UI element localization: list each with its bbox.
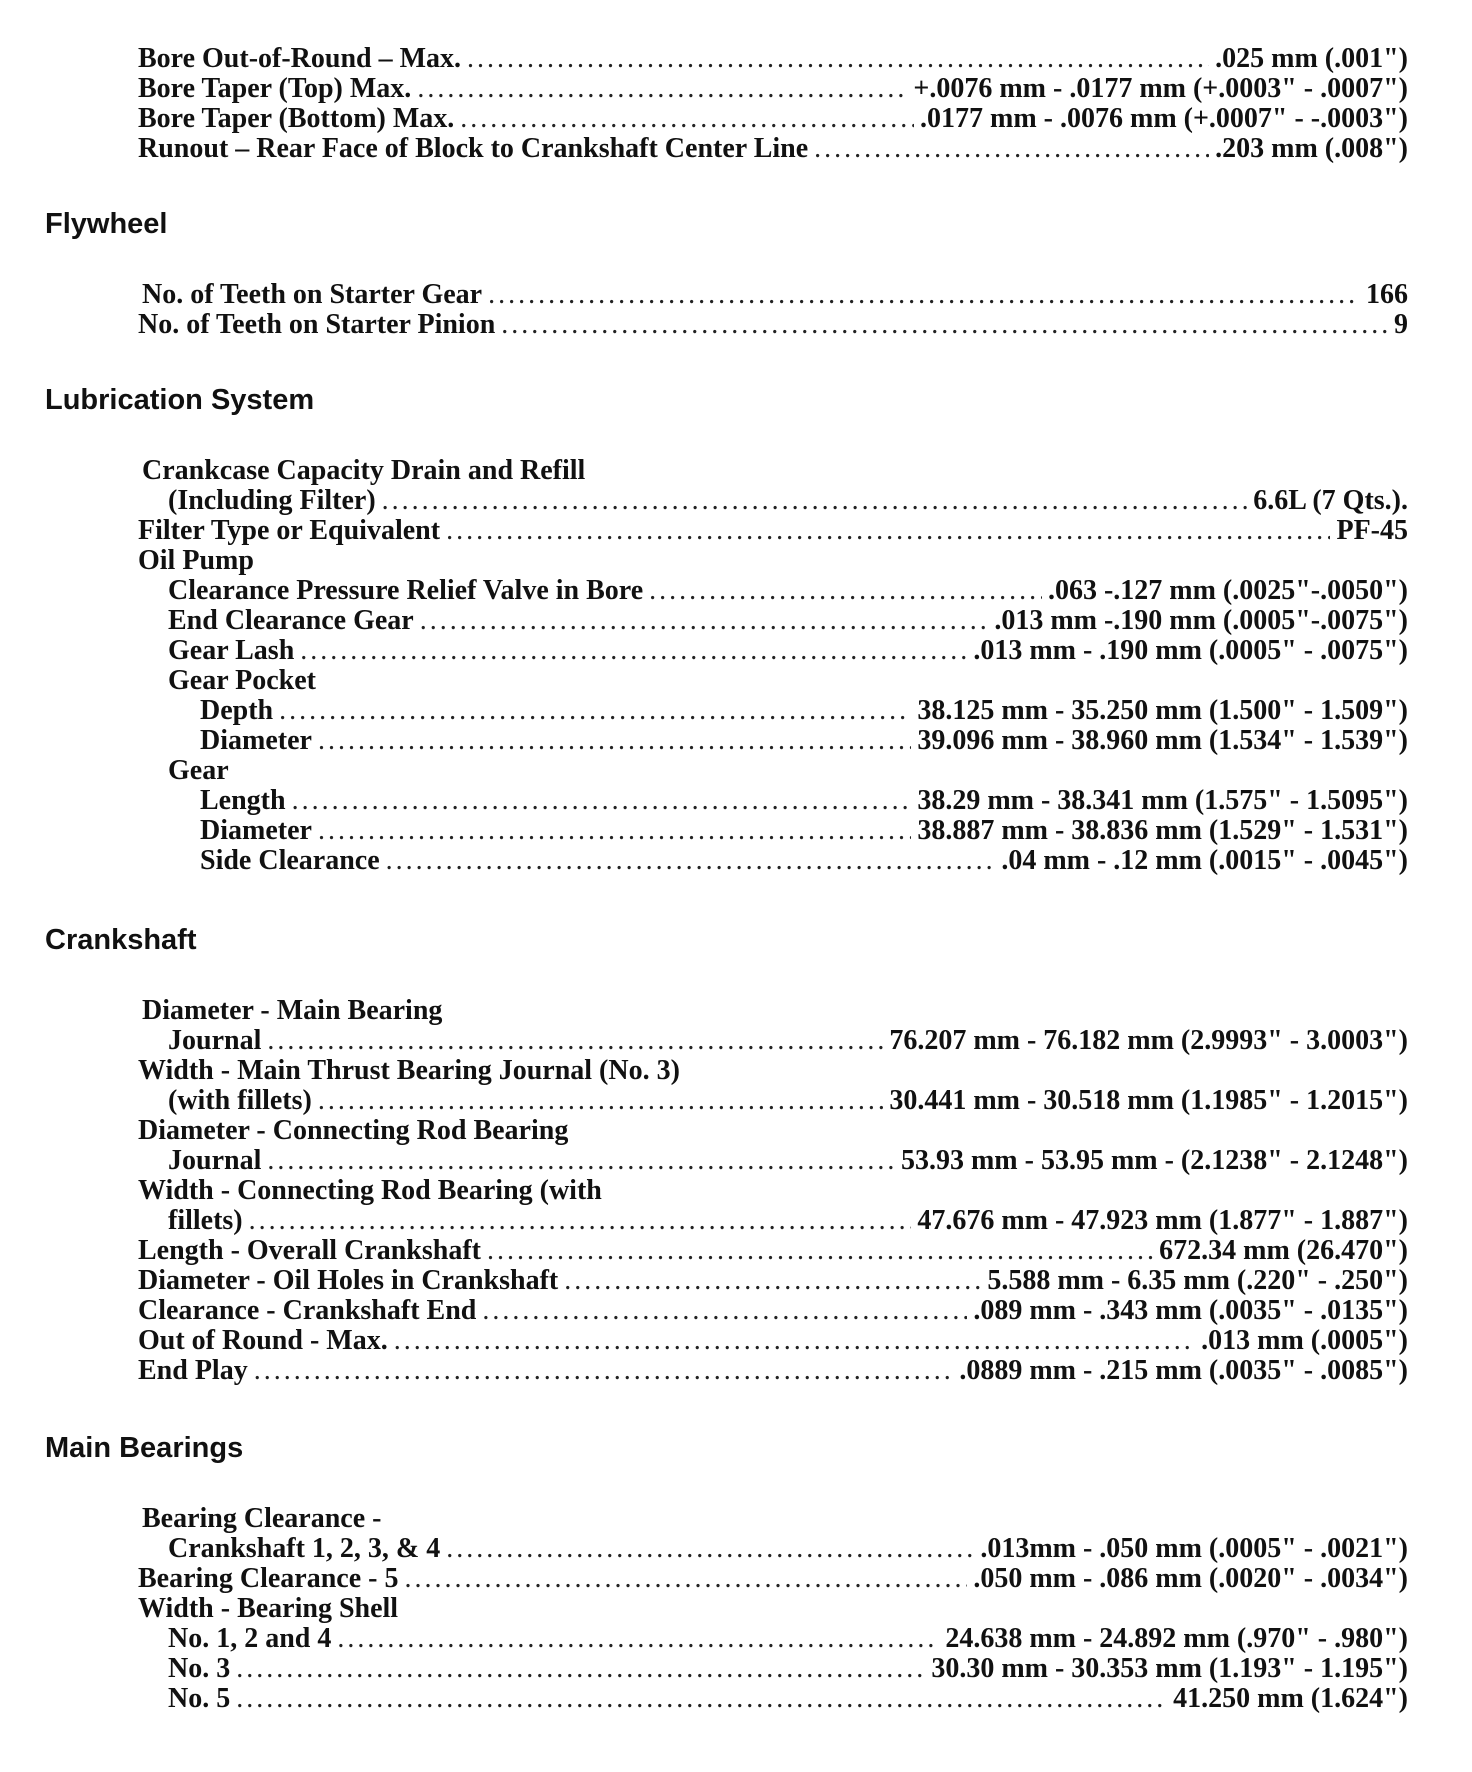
dot-leader <box>564 1266 981 1296</box>
spec-row: No. 1, 2 and 4 ..... 24.638 mm - 24.892 mm (.970" - .980") <box>138 1624 1408 1654</box>
dot-leader <box>405 1564 968 1594</box>
dot-leader <box>279 696 911 726</box>
section-title-flywheel: Flywheel <box>45 208 168 240</box>
dot-leader <box>446 516 1330 546</box>
spec-row: (with fillets) ..... 30.441 mm - 30.518 mm (1.1985" - 1.2015") <box>138 1086 1408 1116</box>
dot-leader <box>814 134 1209 164</box>
section-title-main-bearings: Main Bearings <box>45 1432 244 1464</box>
dot-leader <box>337 1624 939 1654</box>
spec-heading: Width - Bearing Shell <box>138 1593 399 1624</box>
dot-leader <box>254 1356 954 1386</box>
lubrication-specs <box>138 456 1408 876</box>
spec-row: Clearance Pressure Relief Valve in Bore ..... .063 -.127 mm (.0025"-.0050") <box>138 576 1408 606</box>
spec-row: Journal ..... 53.93 mm - 53.95 mm - (2.1238" - 2.1248") <box>138 1146 1408 1176</box>
spec-row: Bore Taper (Bottom) Max. ..... .0177 mm - .0076 mm (+.0007" - -.0003") <box>138 104 1408 134</box>
spec-row: Filter Type or Equivalent ..... PF-45 <box>138 516 1408 546</box>
dot-leader <box>501 310 1388 340</box>
spec-heading: Bearing Clearance - <box>142 1503 382 1534</box>
spec-row: End Play ..... .0889 mm - .215 mm (.0035" - .0085") <box>138 1356 1408 1386</box>
spec-heading: Width - Main Thrust Bearing Journal (No. 3) <box>138 1055 680 1086</box>
spec-row: Length ..... 38.29 mm - 38.341 mm (1.575" - 1.5095") <box>138 786 1408 816</box>
dot-leader <box>386 846 996 876</box>
flywheel-specs <box>138 280 1408 340</box>
spec-row: Gear Lash ..... .013 mm - .190 mm (.0005" - .0075") <box>138 636 1408 666</box>
cylinder-block-specs <box>138 44 1408 164</box>
spec-row: No. of Teeth on Starter Gear ..... 166 <box>138 280 1408 310</box>
dot-leader <box>467 44 1209 74</box>
spec-row: Crankshaft 1, 2, 3, & 4 ..... .013mm - .050 mm (.0005" - .0021") <box>138 1534 1408 1564</box>
spec-row: (Including Filter) ..... 6.6L (7 Qts.). <box>138 486 1408 516</box>
dot-leader <box>382 486 1248 516</box>
dot-leader <box>267 1146 895 1176</box>
spec-heading: Crankcase Capacity Drain and Refill <box>142 455 586 486</box>
spec-row: End Clearance Gear ..... .013 mm -.190 mm (.0005"-.0075") <box>138 606 1408 636</box>
dot-leader <box>649 576 1042 606</box>
dot-leader <box>318 816 911 846</box>
spec-row: Journal ..... 76.207 mm - 76.182 mm (2.9993" - 3.0003") <box>138 1026 1408 1056</box>
spec-heading: Diameter - Connecting Rod Bearing <box>138 1115 569 1146</box>
spec-row: Diameter ..... 39.096 mm - 38.960 mm (1.534" - 1.539") <box>138 726 1408 756</box>
dot-leader <box>236 1654 925 1684</box>
dot-leader <box>318 1086 883 1116</box>
dot-leader <box>460 104 914 134</box>
section-title-crankshaft: Crankshaft <box>45 924 197 956</box>
spec-row: Depth ..... 38.125 mm - 35.250 mm (1.500" - 1.509") <box>138 696 1408 726</box>
dot-leader <box>488 280 1360 310</box>
crankshaft-specs <box>138 996 1408 1386</box>
dot-leader <box>267 1026 883 1056</box>
dot-leader <box>487 1236 1153 1266</box>
spec-heading: Diameter - Main Bearing <box>142 995 443 1026</box>
spec-row: Side Clearance ..... .04 mm - .12 mm (.0015" - .0045") <box>138 846 1408 876</box>
spec-row: No. of Teeth on Starter Pinion ..... 9 <box>138 310 1408 340</box>
spec-row: fillets) ..... 47.676 mm - 47.923 mm (1.877" - 1.887") <box>138 1206 1408 1236</box>
dot-leader <box>318 726 911 756</box>
main-bearings-specs <box>138 1504 1408 1714</box>
spec-row: Bore Taper (Top) Max. ..... +.0076 mm - .0177 mm (+.0003" - .0007") <box>138 74 1408 104</box>
spec-heading: Width - Connecting Rod Bearing (with <box>138 1175 602 1206</box>
spec-row: Diameter ..... 38.887 mm - 38.836 mm (1.529" - 1.531") <box>138 816 1408 846</box>
dot-leader <box>394 1326 1195 1356</box>
dot-leader <box>446 1534 974 1564</box>
spec-row: Out of Round - Max. ..... .013 mm (.0005") <box>138 1326 1408 1356</box>
spec-row: Length - Overall Crankshaft ..... 672.34 mm (26.470") <box>138 1236 1408 1266</box>
spec-heading: Oil Pump <box>138 545 254 576</box>
dot-leader <box>417 74 907 104</box>
dot-leader <box>420 606 989 636</box>
section-title-lubrication: Lubrication System <box>45 384 315 416</box>
dot-leader <box>482 1296 967 1326</box>
spec-heading: Gear <box>168 755 229 786</box>
dot-leader <box>300 636 967 666</box>
spec-row: Diameter - Oil Holes in Crankshaft ..... 5.588 mm - 6.35 mm (.220" - .250") <box>138 1266 1408 1296</box>
dot-leader <box>236 1684 1167 1714</box>
spec-row: Bore Out-of-Round – Max. ..... .025 mm (.001") <box>138 44 1408 74</box>
spec-row: Bearing Clearance - 5 ..... .050 mm - .086 mm (.0020" - .0034") <box>138 1564 1408 1594</box>
spec-row: No. 5 ..... 41.250 mm (1.624") <box>138 1684 1408 1714</box>
spec-row: Runout – Rear Face of Block to Crankshaft Center Line ..... .203 mm (.008") <box>138 134 1408 164</box>
spec-heading: Gear Pocket <box>168 665 316 696</box>
dot-leader <box>292 786 912 816</box>
spec-row: No. 3 ..... 30.30 mm - 30.353 mm (1.193" - 1.195") <box>138 1654 1408 1684</box>
spec-row: Clearance - Crankshaft End ..... .089 mm - .343 mm (.0035" - .0135") <box>138 1296 1408 1326</box>
dot-leader <box>249 1206 912 1236</box>
